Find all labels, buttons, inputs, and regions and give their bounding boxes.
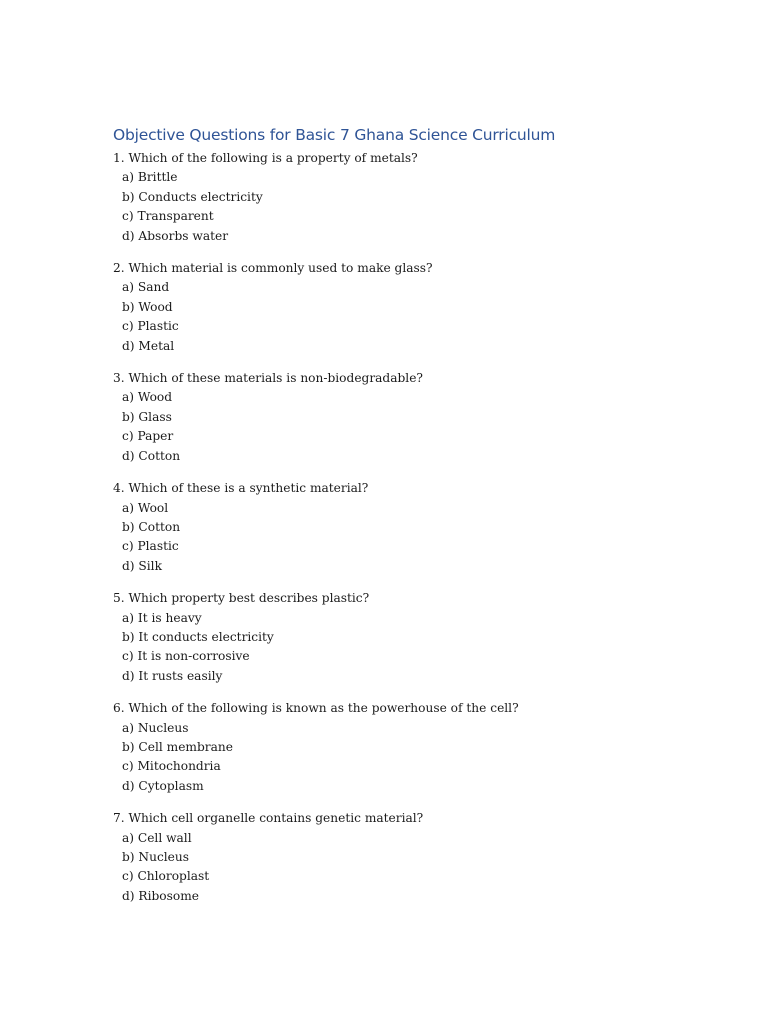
option-a: a) Nucleus bbox=[122, 720, 189, 735]
question-7 bbox=[113, 809, 713, 906]
question-stem: 2. Which material is commonly used to make glass? bbox=[113, 261, 433, 276]
document-body bbox=[113, 125, 713, 919]
option-b: b) Glass bbox=[122, 409, 172, 424]
option-c: c) Plastic bbox=[122, 539, 179, 554]
option-b: b) Wood bbox=[122, 299, 173, 314]
option-a: a) Sand bbox=[122, 280, 170, 295]
option-a: a) Wood bbox=[122, 390, 173, 405]
option-c: c) Plastic bbox=[122, 319, 179, 334]
option-a: a) It is heavy bbox=[122, 610, 202, 625]
option-d: d) Silk bbox=[122, 558, 162, 573]
option-d: d) Cotton bbox=[122, 448, 181, 463]
question-stem: 3. Which of these materials is non-biodegradable? bbox=[113, 371, 423, 386]
document-title: Objective Questions for Basic 7 Ghana Science Curriculum bbox=[113, 126, 556, 144]
question-6 bbox=[113, 699, 713, 796]
question-stem: 6. Which of the following is known as the powerhouse of the cell? bbox=[113, 701, 519, 716]
option-d: d) Metal bbox=[122, 338, 175, 353]
question-stem: 1. Which of the following is a property of metals? bbox=[113, 151, 418, 165]
option-b: b) Nucleus bbox=[122, 850, 189, 864]
question-stem: 5. Which property best describes plastic? bbox=[113, 591, 370, 606]
question-stem: 4. Which of these is a synthetic material? bbox=[113, 481, 369, 496]
option-c: c) Chloroplast bbox=[122, 869, 210, 884]
option-b: b) Conducts electricity bbox=[122, 189, 263, 204]
option-c: c) It is non-corrosive bbox=[122, 649, 250, 664]
option-a: a) Wool bbox=[122, 500, 169, 515]
question-5 bbox=[113, 589, 713, 686]
option-b: b) It conducts electricity bbox=[122, 629, 274, 644]
option-b: b) Cell membrane bbox=[122, 739, 233, 754]
option-a: a) Brittle bbox=[122, 170, 178, 185]
option-c: c) Paper bbox=[122, 429, 174, 444]
option-d: d) Cytoplasm bbox=[122, 778, 204, 793]
option-a: a) Cell wall bbox=[122, 830, 192, 845]
question-3 bbox=[113, 369, 713, 466]
option-d: d) Ribosome bbox=[122, 888, 200, 903]
option-c: c) Mitochondria bbox=[122, 759, 221, 774]
question-2 bbox=[113, 259, 713, 356]
option-d: d) It rusts easily bbox=[122, 668, 223, 683]
question-4 bbox=[113, 479, 713, 576]
option-b: b) Cotton bbox=[122, 519, 181, 534]
option-d: d) Absorbs water bbox=[122, 228, 229, 243]
question-stem: 7. Which cell organelle contains genetic material? bbox=[113, 811, 424, 826]
option-c: c) Transparent bbox=[122, 209, 214, 224]
question-1 bbox=[113, 149, 713, 246]
